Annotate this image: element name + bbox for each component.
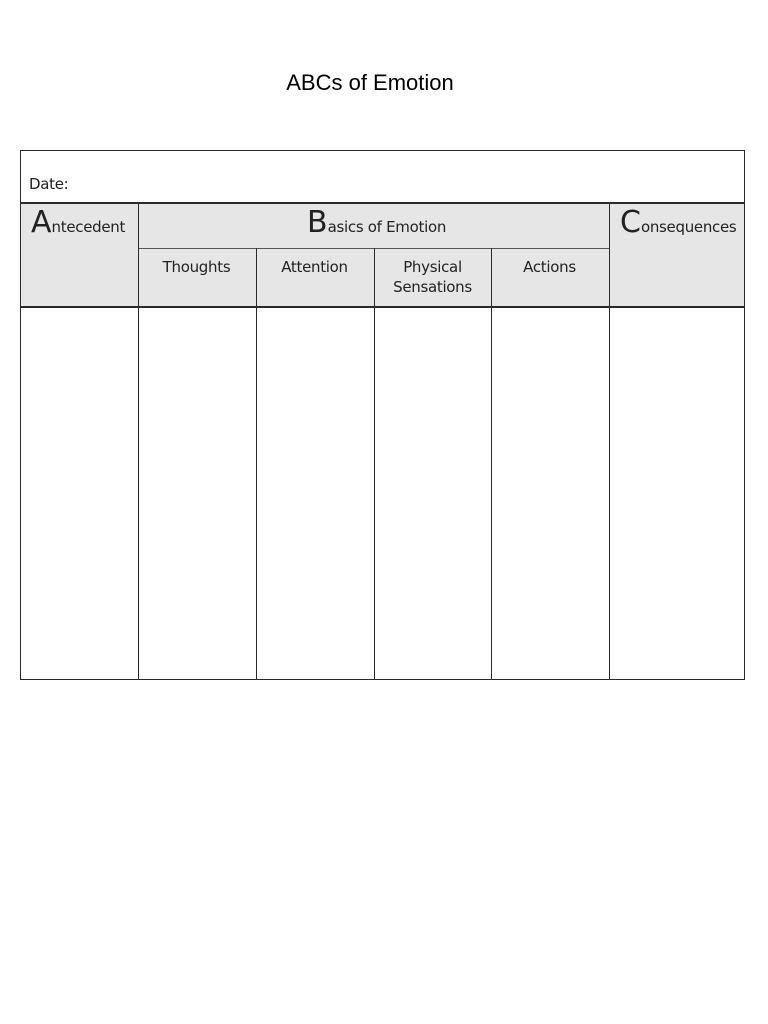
- antecedent-rest: ntecedent: [51, 218, 126, 236]
- attention-cell[interactable]: [256, 308, 374, 679]
- antecedent-letter: A: [31, 205, 52, 240]
- consequences-rest: onsequences: [640, 218, 737, 236]
- basics-letter: B: [307, 205, 328, 240]
- antecedent-heading: [31, 205, 126, 240]
- header-divider-actions: [609, 204, 610, 308]
- worksheet-body: [21, 308, 744, 679]
- date-row[interactable]: [21, 151, 744, 204]
- body-divider-4: [491, 308, 492, 679]
- body-divider-2: [256, 308, 257, 679]
- actions-cell[interactable]: [491, 308, 609, 679]
- page-title: ABCs of Emotion: [286, 70, 454, 95]
- consequences-letter: C: [620, 205, 641, 240]
- consequences-cell[interactable]: [609, 308, 744, 679]
- column-header-actions: Actions: [523, 258, 576, 276]
- body-divider-5: [609, 308, 610, 679]
- column-header-attention: Attention: [281, 258, 348, 276]
- physical-sensations-cell[interactable]: [374, 308, 491, 679]
- antecedent-cell[interactable]: [21, 308, 138, 679]
- abc-worksheet-table: [20, 150, 745, 680]
- worksheet-header: [21, 204, 744, 308]
- basics-rest: asics of Emotion: [327, 218, 447, 236]
- column-header-thoughts: Thoughts: [162, 258, 231, 276]
- basics-heading: [307, 205, 447, 240]
- body-divider-1: [138, 308, 139, 679]
- thoughts-cell[interactable]: [138, 308, 256, 679]
- column-header-physical-sensations: Physical Sensations: [393, 258, 472, 296]
- header-divider-physical: [491, 248, 492, 308]
- date-label: Date:: [29, 175, 69, 193]
- header-divider-antecedent: [138, 204, 139, 308]
- header-divider-thoughts: [256, 248, 257, 308]
- consequences-heading: [620, 205, 737, 240]
- header-divider-attention: [374, 248, 375, 308]
- body-divider-3: [374, 308, 375, 679]
